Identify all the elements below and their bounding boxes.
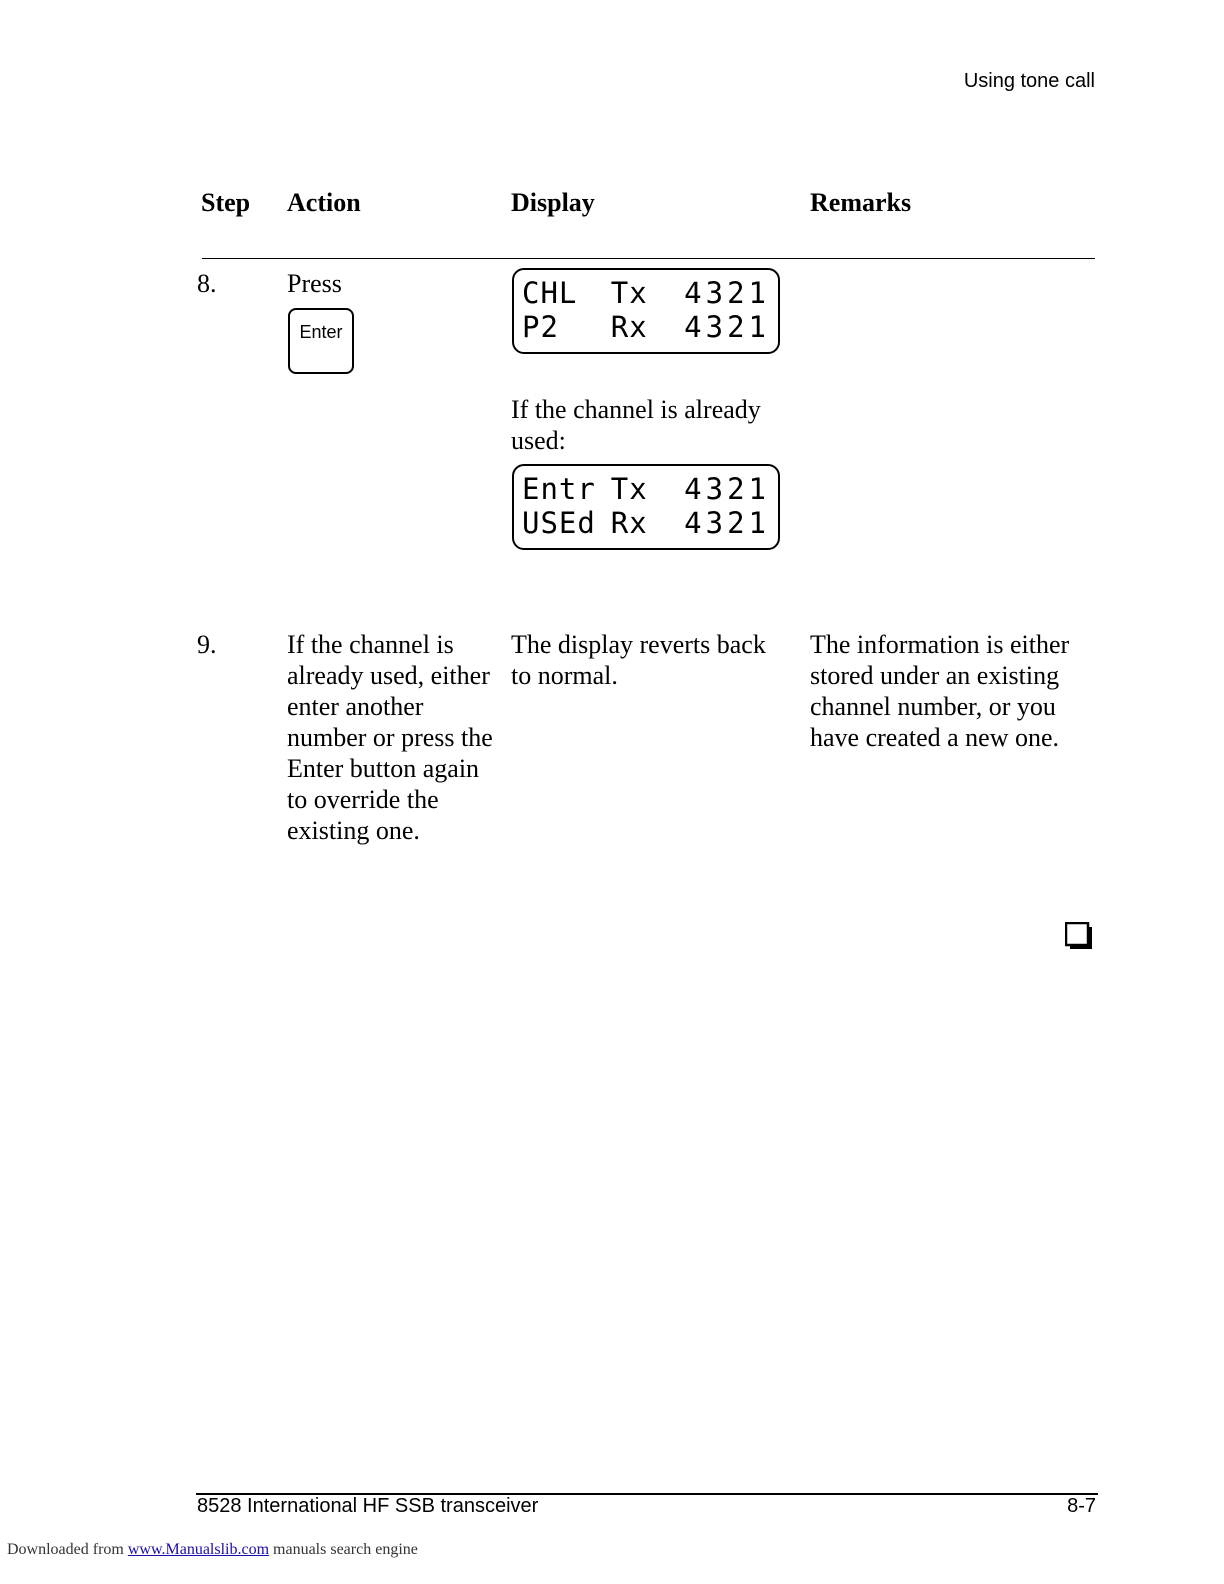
lcd-display-normal	[512, 268, 780, 354]
lcd-field: CHL	[522, 276, 578, 310]
enter-key-icon: Enter	[288, 308, 354, 374]
lcd-field: USEd	[522, 506, 596, 540]
column-header-display: Display	[511, 188, 595, 217]
lcd-line-1	[522, 276, 770, 310]
column-header-action: Action	[287, 188, 361, 217]
display-text: The display reverts back to normal.	[511, 630, 766, 690]
lcd-field: P2	[522, 310, 559, 344]
lcd-field: Tx	[610, 276, 648, 310]
column-header-step: Step	[201, 188, 251, 217]
manualslib-link[interactable]: www.Manualslib.com	[127, 1541, 270, 1558]
lcd-display-used	[512, 464, 780, 550]
lcd-field: Entr	[522, 472, 596, 506]
action-text: If the channel is already used, either enter another number or press the Enter button again to override the existing one.	[287, 630, 493, 845]
remarks-text: The information is either stored under an existing channel number, or you have created a new one.	[810, 630, 1070, 752]
page-number: 8-7	[1067, 1495, 1096, 1517]
checkbox-icon	[1065, 922, 1093, 950]
step-number: 8.	[197, 269, 217, 298]
footer-title: 8528 International HF SSB transceiver	[197, 1495, 539, 1517]
download-suffix: manuals search engine	[269, 1541, 418, 1558]
lcd-field: 4321	[684, 472, 770, 506]
lcd-line-1	[522, 472, 770, 506]
download-prefix: Downloaded from	[7, 1541, 128, 1558]
lcd-field: 4321	[684, 276, 770, 310]
action-text: Press	[287, 269, 342, 298]
lcd-line-2	[522, 506, 770, 540]
lcd-field: Rx	[610, 506, 648, 540]
lcd-line-2	[522, 310, 770, 344]
download-note	[7, 1541, 418, 1559]
lcd-field: Tx	[610, 472, 648, 506]
header-rule	[202, 258, 1095, 259]
lcd-field: 4321	[684, 506, 770, 540]
display-note: If the channel is already used:	[511, 395, 761, 455]
running-head: Using tone call	[963, 70, 1095, 92]
lcd-field: Rx	[610, 310, 648, 344]
column-header-remarks: Remarks	[810, 188, 912, 217]
step-number: 9.	[197, 630, 217, 659]
lcd-field: 4321	[684, 310, 770, 344]
